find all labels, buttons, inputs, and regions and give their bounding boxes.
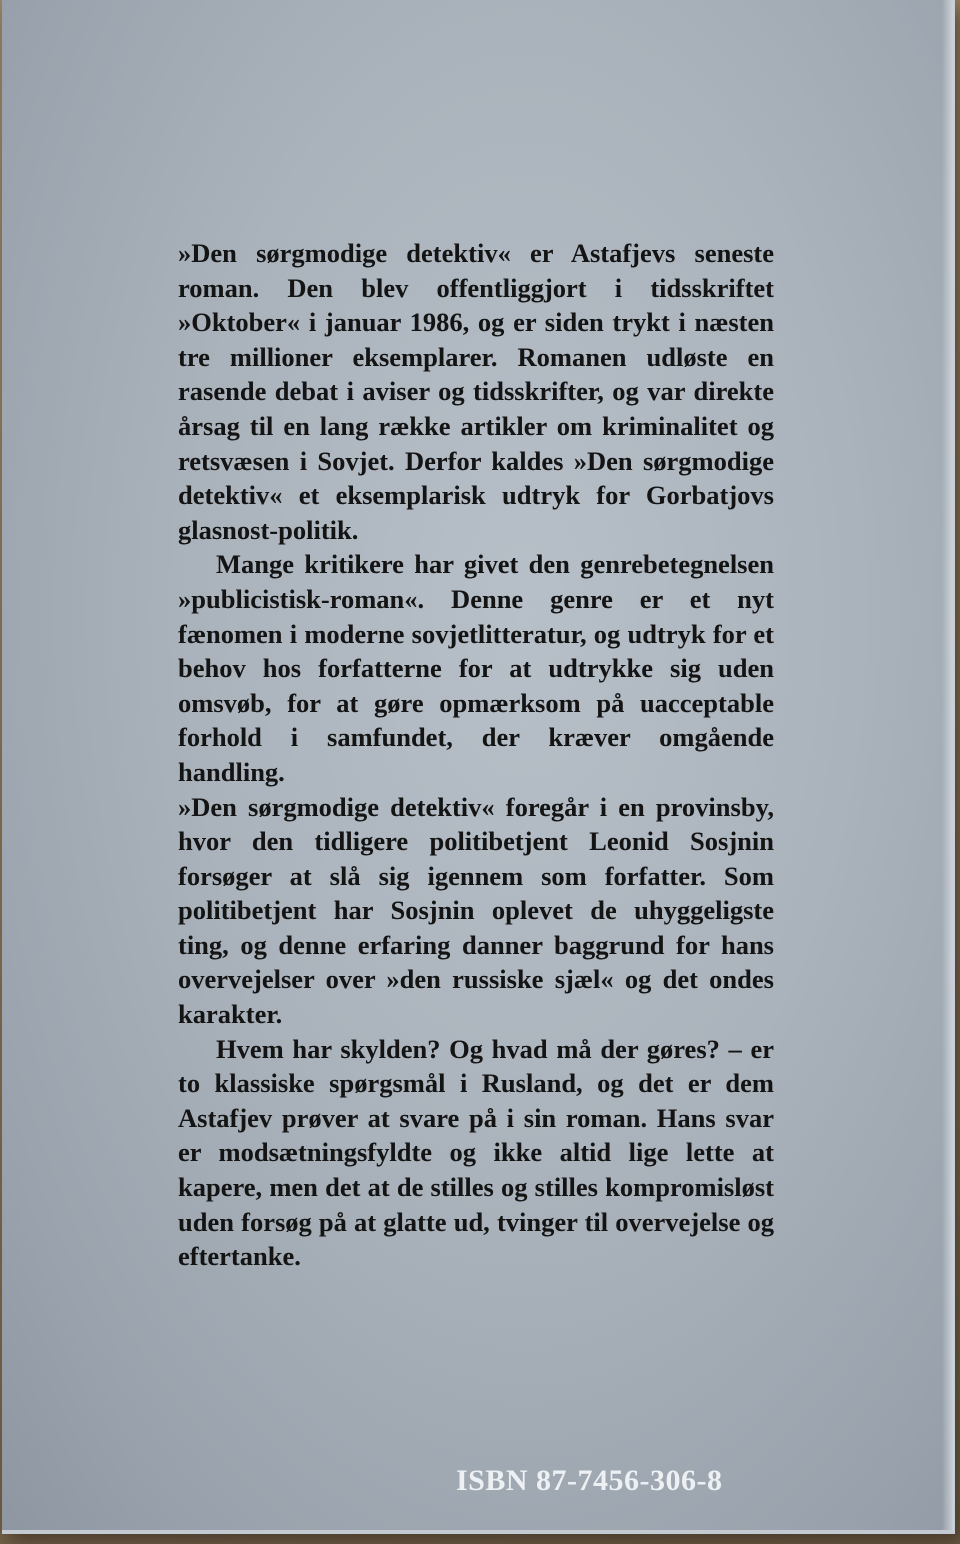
blurb-paragraph: »Den sørgmodige detektiv« er Astafjevs seneste roman. Den blev offentliggjort i tidsskriftet »Oktober« i januar 1986, og er siden trykt i næsten tre millioner eksemplarer. Romanen udløste en rasende debat i aviser og tidsskrifter, og var direkte årsag til en lang række artikler om kriminalitet og retsvæsen i Sovjet. Derfor kaldes »Den sørgmodige detektiv« et eksemplarisk udtryk for Gorbatjovs glasnost-politik. <box>178 238 774 545</box>
blurb-paragraph: »Den sørgmodige detektiv« foregår i en provinsby, hvor den tidligere politibetjent Leonid Sosjnin forsøger at slå sig igennem som forfatter. Som politibetjent har Sosjnin oplevet de uhyggeligste ting, og denne erfaring danner baggrund for hans overvejelser over »den russiske sjæl« og det ondes karakter. <box>178 791 774 1030</box>
blurb-paragraph: Mange kritikere har givet den genrebetegnelsen »publicistisk-roman«. Denne genre er et nyt fænomen i moderne sovjetlitteratur, og udtryk for et behov hos forfatterne for at udtrykke sig uden omsvøb, for at gøre opmærksom på uacceptable forhold i samfundet, der kræver omgående handling. <box>178 549 774 787</box>
isbn-number: ISBN 87-7456-306-8 <box>456 1464 723 1497</box>
book-back-cover <box>2 0 955 1534</box>
back-cover-blurb <box>178 236 774 1274</box>
blurb-paragraph: Hvem har skylden? Og hvad må der gøres? – er to klassiske spørgsmål i Rusland, og det er dem Astafjev prøver at svare på i sin roman. Hans svar er modsætningsfyldte og ikke altid lige lette at kapere, men det at de stilles og stilles kompromisløst uden forsøg på at glatte ud, tvinger til overvejelse og eftertanke. <box>178 1033 774 1272</box>
